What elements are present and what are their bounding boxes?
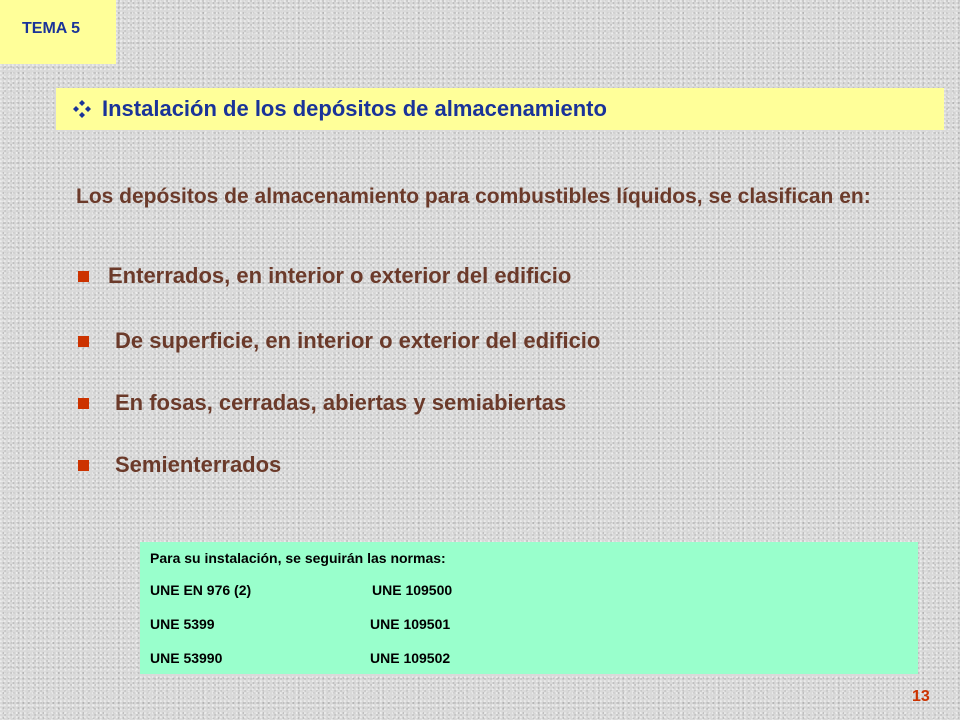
list-item-text: De superficie, en interior o exterior del edificio [115, 328, 601, 353]
list-item [78, 263, 571, 289]
list-item [78, 328, 600, 354]
norms-title: Para su instalación, se seguirán las normas: [150, 550, 446, 566]
square-bullet-icon [78, 271, 89, 282]
square-bullet-icon [78, 398, 89, 409]
norms-box [140, 542, 918, 674]
norm-code: UNE 109502 [370, 650, 451, 666]
list-item-text: En fosas, cerradas, abiertas y semiabiertas [115, 390, 567, 415]
square-bullet-icon [78, 336, 89, 347]
intro-paragraph: Los depósitos de almacenamiento para combustibles líquidos, se clasifican en: [76, 185, 871, 208]
tema-label: TEMA 5 [22, 20, 81, 37]
list-item-text: Enterrados, en interior o exterior del edificio [108, 263, 572, 288]
square-bullet-icon [78, 460, 89, 471]
norm-code: UNE 5399 [150, 616, 215, 632]
list-item [78, 390, 566, 416]
norm-code: UNE 109501 [370, 616, 451, 632]
four-diamond-icon [72, 99, 92, 119]
list-item-text: Semienterrados [115, 452, 282, 477]
list-item [78, 452, 281, 478]
page-number: 13 [912, 688, 930, 705]
page-title: Instalación de los depósitos de almacenamiento [102, 96, 607, 121]
section-heading [56, 88, 944, 130]
norm-code: UNE 109500 [372, 582, 453, 598]
norm-code: UNE EN 976 (2) [150, 582, 252, 598]
tema-badge [0, 0, 116, 64]
norm-code: UNE 53990 [150, 650, 223, 666]
